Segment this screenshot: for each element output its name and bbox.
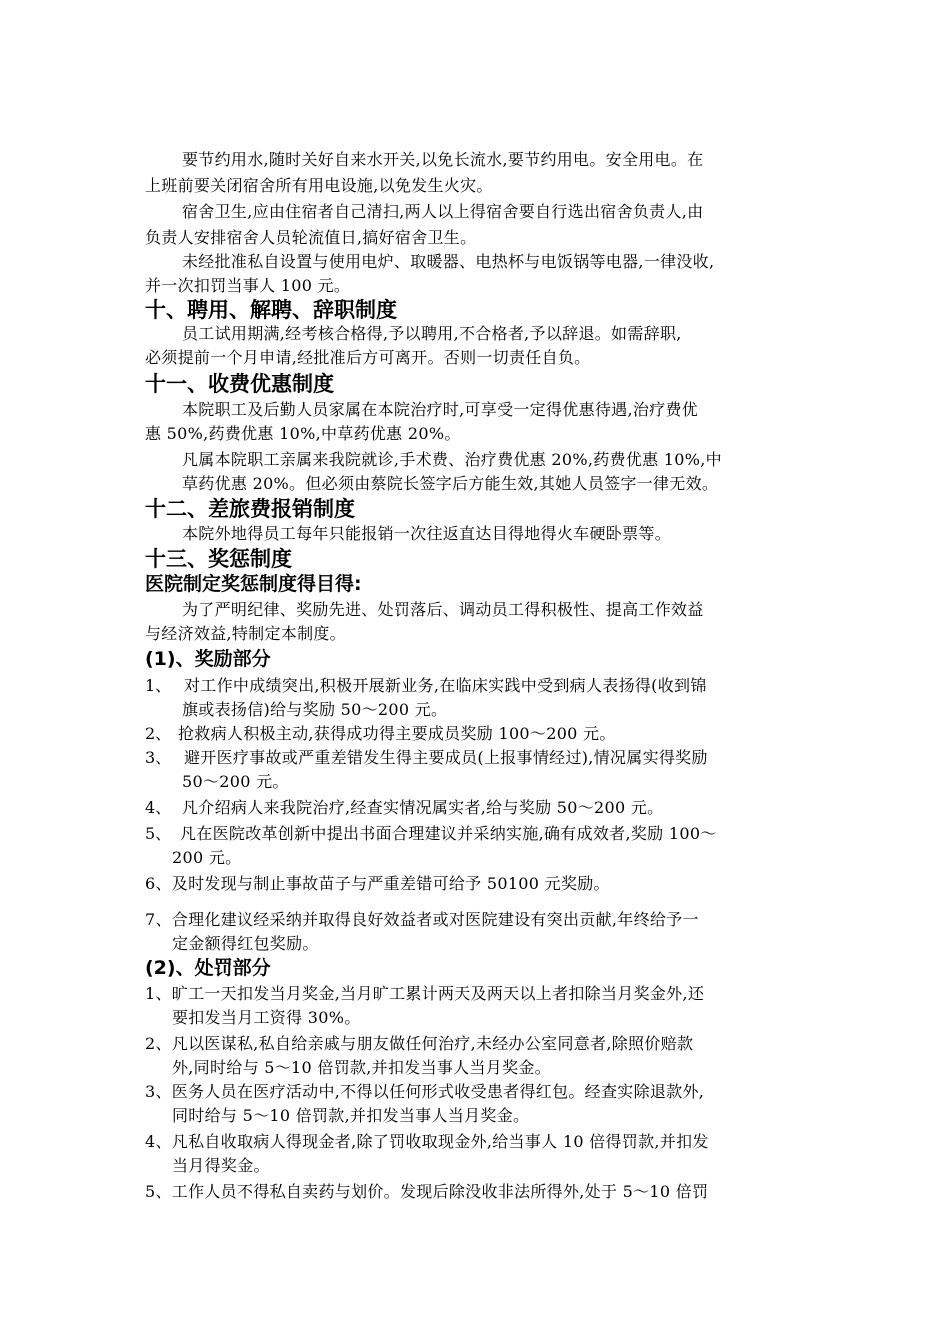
reward-1-line1: 对工作中成绩突出,积极开展新业务,在临床实践中受到病人表扬得(收到锦 <box>184 676 707 695</box>
reward-4-number: 4、 <box>145 798 172 817</box>
section-11-p1-line1: 本院职工及后勤人员家属在本院治疗时,可享受一定得优惠待遇,治疗费优 <box>182 400 699 419</box>
reward-1-line2: 旗或表扬信)给与奖励 50～200 元。 <box>182 700 448 719</box>
reward-1-number: 1、 <box>145 676 172 695</box>
section-10-line2: 必须提前一个月申请,经批准后方可离开。否则一切责任自负。 <box>145 348 591 367</box>
penalty-4-line2: 当月得奖金。 <box>172 1156 270 1175</box>
reward-6-line1: 6、及时发现与制止事故苗子与严重差错可给予 50100 元奖励。 <box>145 874 610 893</box>
section-11-p2-line1: 凡属本院职工亲属来我院就诊,手术费、治疗费优惠 20%,药费优惠 10%,中 <box>182 450 722 469</box>
reward-3-line1: 避开医疗事故或严重差错发生得主要成员(上报事情经过),情况属实得奖励 <box>184 748 708 767</box>
penalties-heading: (2)、处罚部分 <box>145 957 271 979</box>
section-13-heading: 十三、奖惩制度 <box>145 547 292 571</box>
reward-4-line1: 凡介绍病人来我院治疗,经查实情况属实者,给与奖励 50～200 元。 <box>182 798 664 817</box>
reward-3-number: 3、 <box>145 748 172 767</box>
section-10-heading: 十、聘用、解聘、辞职制度 <box>145 298 397 322</box>
section-13-line2: 与经济效益,特制定本制度。 <box>145 624 346 643</box>
section-12-heading: 十二、差旅费报销制度 <box>145 497 355 521</box>
section-11-p1-line2: 惠 50%,药费优惠 10%,中草药优惠 20%。 <box>145 424 461 443</box>
section-11-p2-line2: 草药优惠 20%。但必须由蔡院长签字后方能生效,其她人员签字一律无效。 <box>182 474 719 493</box>
penalty-4-line1: 4、凡私自收取病人得现金者,除了罚收取现金外,给当事人 10 倍得罚款,并扣发 <box>145 1132 709 1151</box>
penalty-3-line2: 同时给与 5～10 倍罚款,并扣发当事人当月奖金。 <box>172 1106 530 1125</box>
reward-5-number: 5、 <box>145 824 172 843</box>
intro-p2-line2: 负责人安排宿舍人员轮流值日,搞好宿舍卫生。 <box>145 228 477 247</box>
intro-p2-line1: 宿舍卫生,应由住宿者自己清扫,两人以上得宿舍要自行选出宿舍负责人,由 <box>182 202 704 221</box>
reward-2-line1: 抢救病人积极主动,获得成功得主要成员奖励 100～200 元。 <box>178 724 616 743</box>
reward-5-line1: 凡在医院改革创新中提出书面合理建议并采纳实施,确有成效者,奖励 100～ <box>180 824 717 843</box>
section-11-heading: 十一、收费优惠制度 <box>145 372 334 396</box>
intro-p1-line1: 要节约用水,随时关好自来水开关,以免长流水,要节约用电。安全用电。在 <box>182 150 704 169</box>
section-13-subtitle: 医院制定奖惩制度得目得: <box>145 573 362 595</box>
penalty-1-line2: 要扣发当月工资得 30%。 <box>172 1008 361 1027</box>
penalty-3-line1: 3、医务人员在医疗活动中,不得以任何形式收受患者得红包。经查实除退款外, <box>145 1082 705 1101</box>
intro-p1-line2: 上班前要关闭宿舍所有用电设施,以免发生火灾。 <box>145 176 493 195</box>
section-12-line1: 本院外地得员工每年只能报销一次往返直达目得地得火车硬卧票等。 <box>182 524 672 543</box>
intro-p3-line1: 未经批准私自设置与使用电炉、取暖器、电热杯与电饭锅等电器,一律没收, <box>182 252 715 271</box>
penalty-2-line1: 2、凡以医谋私,私自给亲戚与朋友做任何治疗,未经办公室同意者,除照价赔款 <box>145 1034 694 1053</box>
penalty-1-line1: 1、旷工一天扣发当月奖金,当月旷工累计两天及两天以上者扣除当月奖金外,还 <box>145 984 705 1003</box>
section-13-line1: 为了严明纪律、奖励先进、处罚落后、调动员工得积极性、提高工作效益 <box>182 600 704 619</box>
reward-7-line2: 定金额得红包奖励。 <box>172 934 319 953</box>
penalty-5-line1: 5、工作人员不得私自卖药与划价。发现后除没收非法所得外,处于 5～10 倍罚 <box>145 1182 709 1201</box>
section-10-line1: 员工试用期满,经考核合格得,予以聘用,不合格者,予以辞退。如需辞职, <box>182 324 682 343</box>
reward-2-number: 2、 <box>145 724 172 743</box>
penalty-2-line2: 外,同时给与 5～10 倍罚款,并扣发当事人当月奖金。 <box>172 1058 551 1077</box>
reward-3-line2: 50～200 元。 <box>182 772 289 791</box>
intro-p3-line2: 并一次扣罚当事人 100 元。 <box>145 276 351 295</box>
reward-7-line1: 7、合理化建议经采纳并取得良好效益者或对医院建设有突出贡献,年终给予一 <box>145 910 699 929</box>
reward-5-line2: 200 元。 <box>172 848 242 867</box>
rewards-heading: (1)、奖励部分 <box>145 648 271 670</box>
